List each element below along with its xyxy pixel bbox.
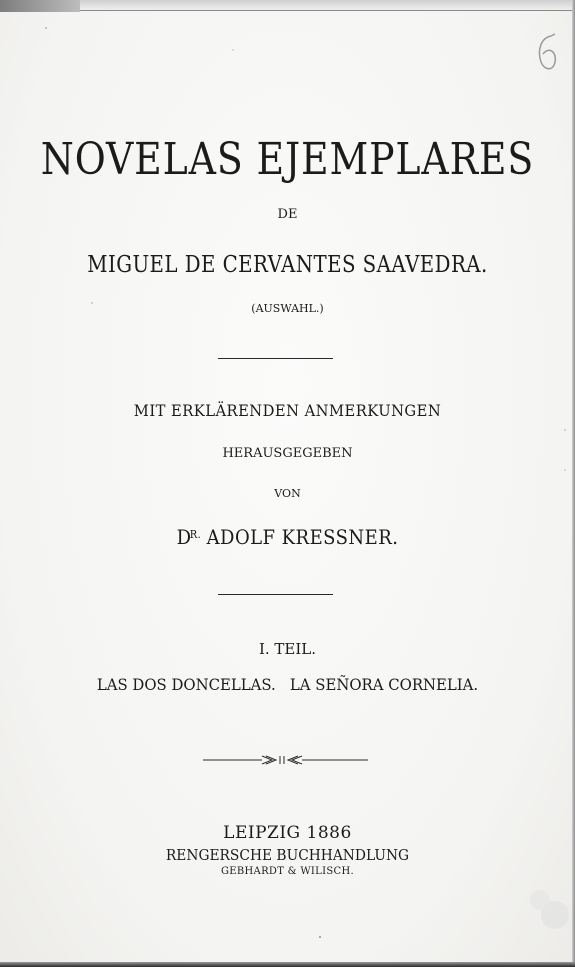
imprint-proprietors: GEBHARDT & WILISCH. [221, 866, 354, 877]
part-number: I. TEIL. [258, 640, 317, 658]
story-titles: LAS DOS DONCELLAS. LA SEÑORA CORNELIA. [96, 675, 479, 694]
preposition-von: VON [274, 487, 301, 500]
imprint-publisher: RENGERSCHE BUCHHANDLUNG [165, 846, 410, 864]
edited-line: HERAUSGEGEBEN [222, 446, 353, 461]
imprint-city-year: LEIPZIG 1886 [223, 823, 352, 843]
editor-title-superscript: R. [189, 528, 202, 541]
editor-name: ADOLF KRESSNER. [206, 525, 399, 549]
annotations-line: MIT ERKLÄRENDEN ANMERKUNGEN [133, 401, 442, 420]
preposition-de: DE [277, 207, 298, 222]
selection-note: (AUSWAHL.) [251, 302, 324, 315]
author-name: MIGUEL DE CERVANTES SAAVEDRA. [87, 252, 488, 278]
book-title: NOVELAS EJEMPLARES [40, 134, 535, 185]
editor-title-prefix: D [176, 525, 192, 549]
